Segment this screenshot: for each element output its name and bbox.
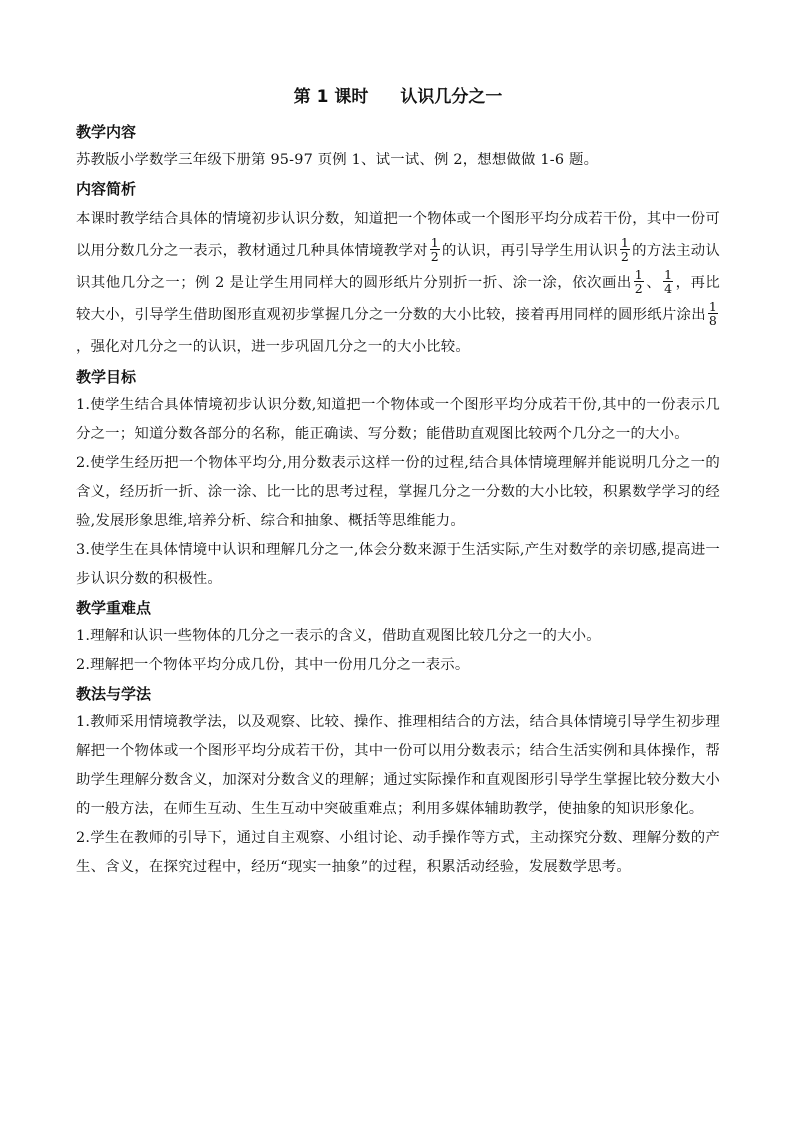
method-item: 2.学生在教师的引导下，通过自主观察、小组讨论、动手操作等方式，主动探究分数、理解分数的产生、含义，在探究过程中，经历“现实一抽象”的过程，积累活动经验，发展数学思考。 (76, 830, 720, 875)
goal-item: 2.使学生经历把一个物体平均分,用分数表示这样一份的过程,结合具体情境理解并能说明几分之一的含义，经历折一折、涂一涂、比一比的思考过程，掌握几分之一分数的大小比较，积累数学学习的经验,发展形象思维,培养分析、综合和抽象、概括等思维能力。 (76, 455, 720, 529)
section-heading-brief: 内容简析 (76, 180, 137, 198)
fraction-denominator: 4 (664, 280, 673, 296)
content-text: 苏教版小学数学三年级下册第 95-97 页例 1、试一试、例 2，想想做做 1-6 题。 (76, 152, 599, 168)
page-title (76, 84, 720, 110)
fraction-one-half (620, 236, 630, 263)
fraction-numerator: 1 (634, 266, 643, 282)
lesson-number: 第 1 课时 (293, 87, 369, 107)
goal-item: 3.使学生在具体情境中认识和理解几分之一,体会分数来源于生活实际,产生对数学的亲切感,提高进一步认识分数的积极性。 (76, 542, 720, 587)
key-point-item: 1.理解和认识一些物体的几分之一表示的含义，借助直观图比较几分之一的大小。 (76, 628, 601, 644)
fraction-numerator: 1 (708, 298, 717, 314)
lesson-name: 认识几分之一 (400, 87, 503, 107)
key-point-item: 2.理解把一个物体平均分成几份，其中一份用几分之一表示。 (76, 657, 470, 673)
fraction-one-eighth (708, 300, 718, 327)
section-heading-methods: 教法与学法 (76, 685, 152, 703)
brief-text-1: 本课时教学结合具体的情境初步认识分数，知道把一个物体或一个图形平均分成若干份，其中一份可以用分数几分之一表示，教材通过几种具体情境教学对 (76, 211, 720, 259)
fraction-one-quarter (663, 268, 673, 295)
document-page (76, 78, 720, 882)
brief-text-5: ，再比较大小，引导学生借助图形直观初步掌握几分之一分数的大小比较，接着再用同样的圆形纸片涂出 (76, 275, 721, 323)
fraction-numerator: 1 (664, 266, 673, 282)
fraction-one-half (634, 268, 644, 295)
section-heading-goals: 教学目标 (76, 368, 137, 386)
brief-text-4: 、 (645, 275, 662, 291)
fraction-denominator: 8 (708, 312, 717, 328)
brief-text-3: 的方法主动认识其他几分之一；例 2 是让学生用同样大的圆形纸片分别折一折、涂一涂，依次画出 (76, 243, 720, 291)
fraction-denominator: 2 (430, 248, 439, 264)
fraction-numerator: 1 (430, 234, 439, 250)
brief-text-6: ，强化对几分之一的认识，进一步巩固几分之一的大小比较。 (76, 339, 470, 355)
method-item: 1.教师采用情境教学法，以及观察、比较、操作、推理相结合的方法，结合具体情境引导学生初步理解把一个物体或一个图形平均分成若干份，其中一份可以用分数表示；结合生活实例和具体操作，帮助学生理解分数含义，加深对分数含义的理解；通过实际操作和直观图形引导学生掌握比较分数大小的一般方法，在师生互动、生生互动中突破重难点；利用多媒体辅助教学，使抽象的知识形象化。 (76, 714, 720, 817)
fraction-denominator: 2 (620, 248, 630, 264)
fraction-denominator: 2 (634, 280, 643, 296)
brief-paragraph (76, 203, 720, 363)
section-heading-content: 教学内容 (76, 123, 137, 141)
goal-item: 1.使学生结合具体情境初步认识分数,知道把一个物体或一个图形平均分成若干份,其中的一份表示几分之一；知道分数各部分的名称，能正确读、写分数；能借助直观图比较两个几分之一的大小。 (76, 397, 720, 442)
fraction-numerator: 1 (620, 234, 630, 250)
section-heading-key-points: 教学重难点 (76, 599, 152, 617)
brief-text-2: 的认识，再引导学生用认识 (441, 243, 618, 259)
fraction-one-half (430, 236, 440, 263)
